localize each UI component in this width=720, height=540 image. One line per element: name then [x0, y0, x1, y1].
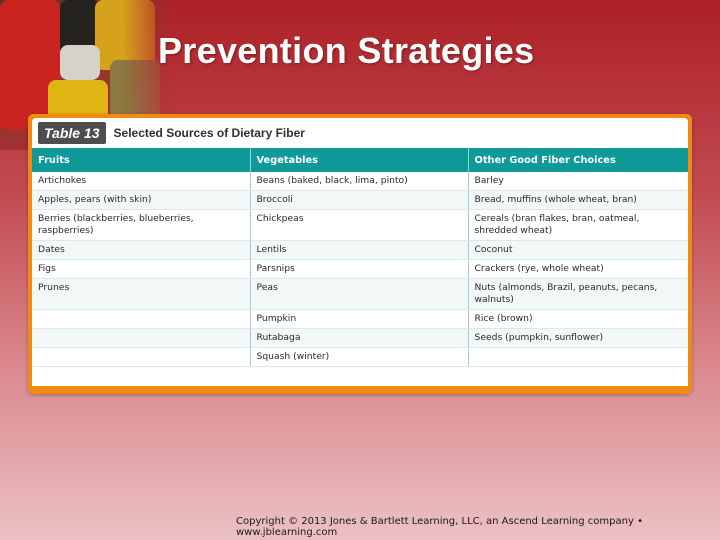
- column-header-fruits: Fruits: [32, 148, 250, 172]
- table-cell: Coconut: [468, 241, 688, 260]
- table-body: [32, 148, 688, 386]
- slide-title: Prevention Strategies: [158, 30, 535, 71]
- table-row: [32, 172, 688, 191]
- table-cell: [468, 348, 688, 367]
- table-row: [32, 260, 688, 279]
- table-cell: Crackers (rye, whole wheat): [468, 260, 688, 279]
- table-row: [32, 329, 688, 348]
- table-cell: Lentils: [250, 241, 468, 260]
- table-cell: Parsnips: [250, 260, 468, 279]
- table-caption: Selected Sources of Dietary Fiber: [113, 126, 305, 140]
- fiber-table-panel: [28, 114, 692, 394]
- table-cell: Broccoli: [250, 191, 468, 210]
- table-cell: Rice (brown): [468, 310, 688, 329]
- table-cell: [32, 348, 250, 367]
- table-cell: Squash (winter): [250, 348, 468, 367]
- table-cell: [32, 329, 250, 348]
- column-header-other: Other Good Fiber Choices: [468, 148, 688, 172]
- table-row: [32, 241, 688, 260]
- table-row: [32, 279, 688, 310]
- fiber-table: [32, 148, 688, 367]
- table-cell: Bread, muffins (whole wheat, bran): [468, 191, 688, 210]
- table-row: [32, 348, 688, 367]
- table-cell: Barley: [468, 172, 688, 191]
- table-row: [32, 210, 688, 241]
- table-row: [32, 310, 688, 329]
- table-cell: Peas: [250, 279, 468, 310]
- table-header-row: [32, 148, 688, 172]
- table-cell: Dates: [32, 241, 250, 260]
- photo-shape: [110, 60, 160, 120]
- column-header-vegetables: Vegetables: [250, 148, 468, 172]
- table-cell: Seeds (pumpkin, sunflower): [468, 329, 688, 348]
- table-cell: Artichokes: [32, 172, 250, 191]
- table-cell: Chickpeas: [250, 210, 468, 241]
- table-cell: [32, 310, 250, 329]
- table-cell: Beans (baked, black, lima, pinto): [250, 172, 468, 191]
- table-cell: Cereals (bran flakes, bran, oatmeal, shredded wheat): [468, 210, 688, 241]
- table-cell: Figs: [32, 260, 250, 279]
- photo-shape: [60, 45, 100, 80]
- table-cell: Rutabaga: [250, 329, 468, 348]
- table-cell: Nuts (almonds, Brazil, peanuts, pecans, walnuts): [468, 279, 688, 310]
- copyright-notice: Copyright © 2013 Jones & Bartlett Learning, LLC, an Ascend Learning company • www.jblearning.com: [236, 516, 643, 538]
- table-cell: Prunes: [32, 279, 250, 310]
- table-header-bar: [32, 118, 688, 148]
- table-cell: Pumpkin: [250, 310, 468, 329]
- table-cell: Berries (blackberries, blueberries, raspberries): [32, 210, 250, 241]
- table-row: [32, 191, 688, 210]
- table-cell: Apples, pears (with skin): [32, 191, 250, 210]
- table-number: Table 13: [38, 122, 106, 144]
